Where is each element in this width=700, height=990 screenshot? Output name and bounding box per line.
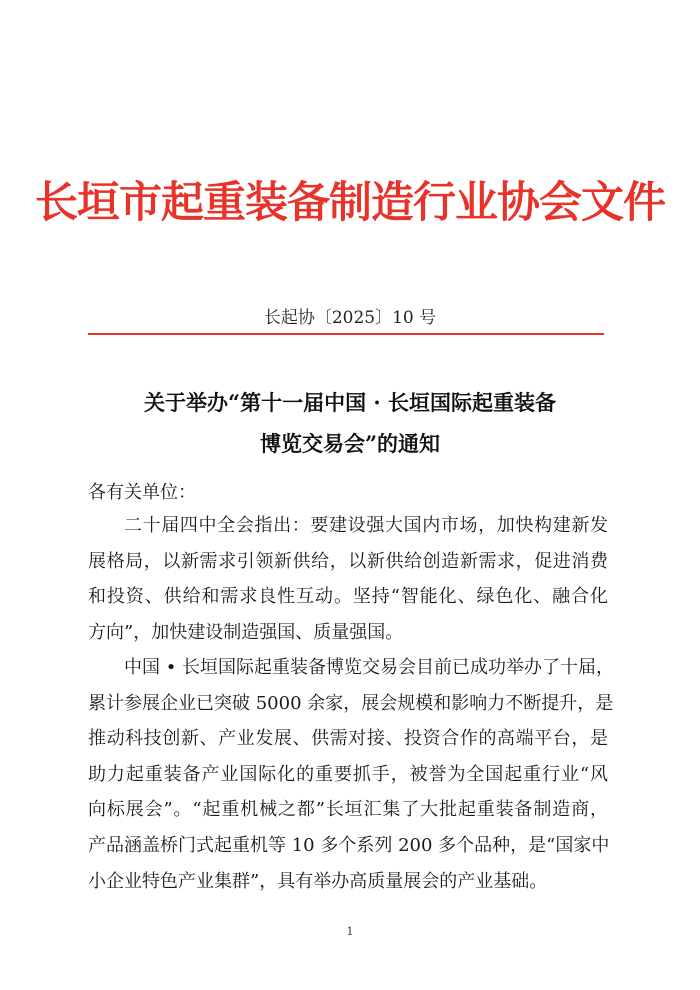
page-number: 1: [346, 925, 354, 938]
paragraph-1: [88, 508, 608, 650]
salutation: 各有关单位：: [88, 482, 196, 503]
notice-title: [80, 382, 620, 464]
paragraph-line: 累计参展企业已突破 5000 余家，展会规模和影响力不断提升，是: [88, 692, 614, 714]
document-number: 长起协〔2025〕10 号: [263, 308, 437, 328]
paragraph-2: [88, 650, 615, 899]
paragraph-line: 方向”，加快建设制造强国、质量强国。: [88, 621, 404, 643]
paragraph-line: 助力起重装备产业国际化的重要抓手，被誉为全国起重行业“风: [88, 763, 608, 785]
paragraph-line: 中国 • 长垣国际起重装备博览交易会目前已成功举办了十届，: [124, 657, 615, 678]
paragraph-line: 推动科技创新、产业发展、供需对接、投资合作的高端平台，是: [88, 728, 608, 750]
notice-title-line-2: 博览交易会”的通知: [259, 431, 441, 456]
notice-title-line-1: 关于举办“第十一届中国 · 长垣国际起重装备: [143, 390, 556, 415]
paragraph-line: 向标展会”。“起重机械之都”长垣汇集了大批起重装备制造商，: [88, 799, 608, 821]
paragraph-line: 小企业特色产业集群”，具有举办高质量展会的产业基础。: [88, 870, 548, 892]
red-separator-line: [88, 333, 604, 335]
paragraph-line: 展格局，以新需求引领新供给，以新供给创造新需求，促进消费: [88, 550, 608, 572]
paragraph-line: 二十届四中全会指出：要建设强大国内市场，加快构建新发: [124, 515, 608, 536]
paragraph-line: 产品涵盖桥门式起重机等 10 多个系列 200 多个品种，是“国家中: [88, 834, 610, 856]
paragraph-line: 和投资、供给和需求良性互动。坚持“智能化、绿色化、融合化: [88, 586, 608, 608]
document-header-title: 长垣市起重装备制造行业协会文件: [35, 178, 665, 228]
